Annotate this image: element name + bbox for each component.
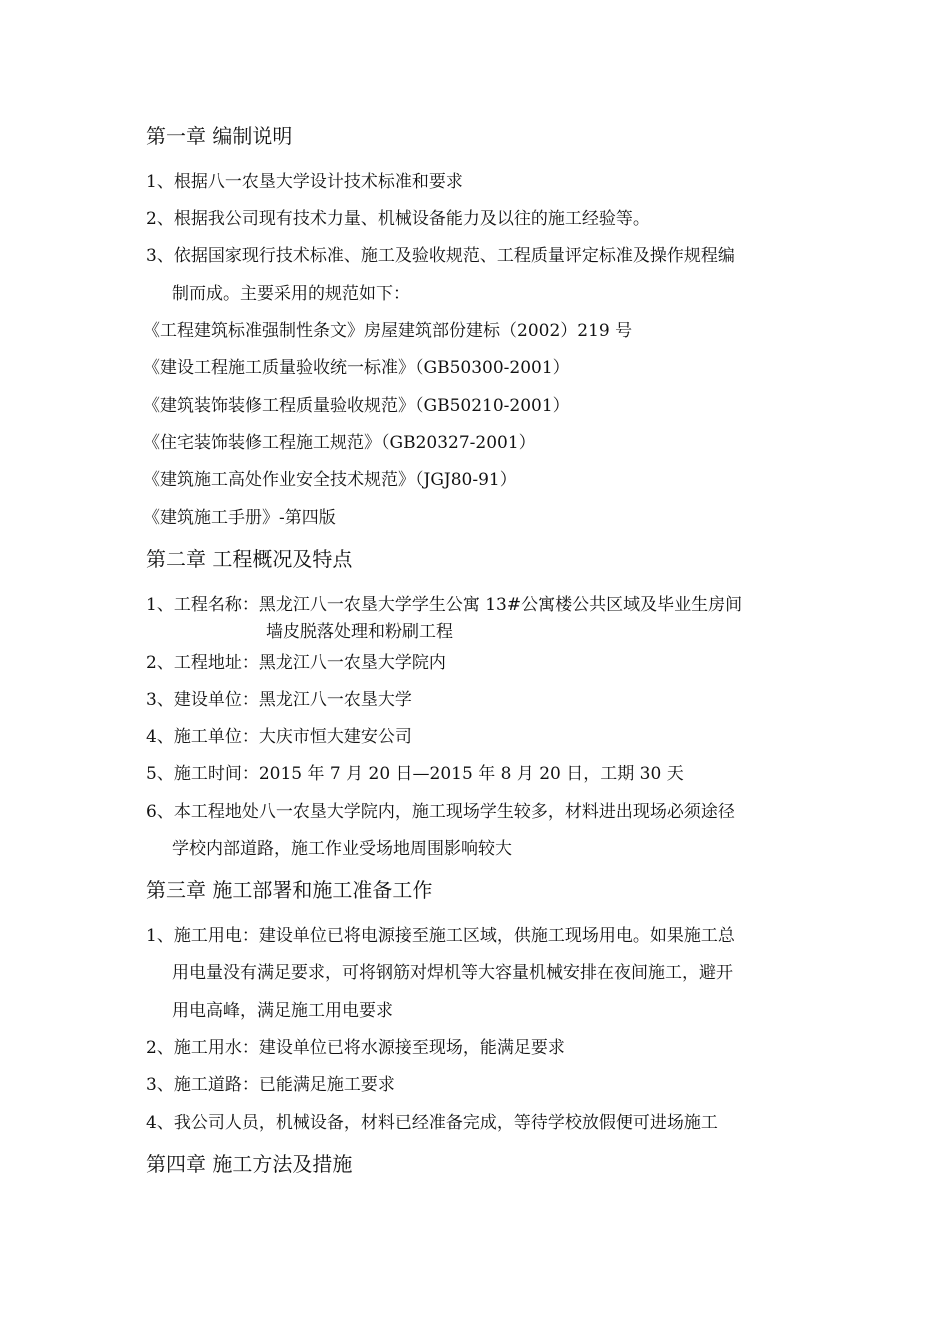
ch2-item-6: 6、本工程地处八一农垦大学院内，施工现场学生较多，材料进出现场必须途径 xyxy=(146,802,735,822)
chapter-4-heading: 第四章 施工方法及措施 xyxy=(146,1152,353,1176)
ch2-item-1-line-1: 1、工程名称：黑龙江八一农垦大学学生公寓 13#公寓楼公共区域及毕业生房间 xyxy=(146,595,743,615)
ch1-item-3: 3、依据国家现行技术标准、施工及验收规范、工程质量评定标准及操作规程编 xyxy=(146,246,735,266)
ch2-item-4: 4、施工单位：大庆市恒大建安公司 xyxy=(146,727,412,747)
ch3-item-1-line-3: 用电高峰，满足施工用电要求 xyxy=(172,1001,393,1021)
ch2-item-6-continuation: 学校内部道路，施工作业受场地周围影响较大 xyxy=(172,839,512,859)
chapter-3-heading: 第三章 施工部署和施工准备工作 xyxy=(146,878,433,902)
ch2-item-2: 2、工程地址：黑龙江八一农垦大学院内 xyxy=(146,653,446,673)
ch2-item-3: 3、建设单位：黑龙江八一农垦大学 xyxy=(146,690,412,710)
ch3-item-1-line-1: 1、施工用电：建设单位已将电源接至施工区域，供施工现场用电。如果施工总 xyxy=(146,926,735,946)
ch1-item-2: 2、根据我公司现有技术力量、机械设备能力及以往的施工经验等。 xyxy=(146,209,650,229)
ch3-item-2: 2、施工用水：建设单位已将水源接至现场，能满足要求 xyxy=(146,1038,565,1058)
chapter-2-heading: 第二章 工程概况及特点 xyxy=(146,547,353,571)
ch3-item-1-line-2: 用电量没有满足要求，可将钢筋对焊机等大容量机械安排在夜间施工，避开 xyxy=(172,963,733,983)
ch1-ref-5: 《建筑施工高处作业安全技术规范》（JGJ80-91） xyxy=(143,470,517,490)
ch2-item-1-line-2: 墙皮脱落处理和粉刷工程 xyxy=(266,622,453,642)
ch1-ref-1: 《工程建筑标准强制性条文》房屋建筑部份建标（2002）219 号 xyxy=(143,321,633,341)
ch1-ref-6: 《建筑施工手册》-第四版 xyxy=(143,508,336,528)
chapter-1-heading: 第一章 编制说明 xyxy=(146,124,293,148)
ch2-item-5: 5、施工时间：2015 年 7 月 20 日—2015 年 8 月 20 日，工期 30 天 xyxy=(146,764,684,784)
ch3-item-3: 3、施工道路：已能满足施工要求 xyxy=(146,1075,395,1095)
ch1-item-1: 1、根据八一农垦大学设计技术标准和要求 xyxy=(146,172,463,192)
ch1-ref-3: 《建筑装饰装修工程质量验收规范》（GB50210-2001） xyxy=(143,396,570,416)
ch1-item-3-continuation: 制而成。主要采用的规范如下： xyxy=(172,284,410,304)
ch1-ref-2: 《建设工程施工质量验收统一标准》（GB50300-2001） xyxy=(143,358,570,378)
ch1-ref-4: 《住宅装饰装修工程施工规范》（GB20327-2001） xyxy=(143,433,536,453)
ch3-item-4: 4、我公司人员，机械设备，材料已经准备完成，等待学校放假便可进场施工 xyxy=(146,1113,718,1133)
